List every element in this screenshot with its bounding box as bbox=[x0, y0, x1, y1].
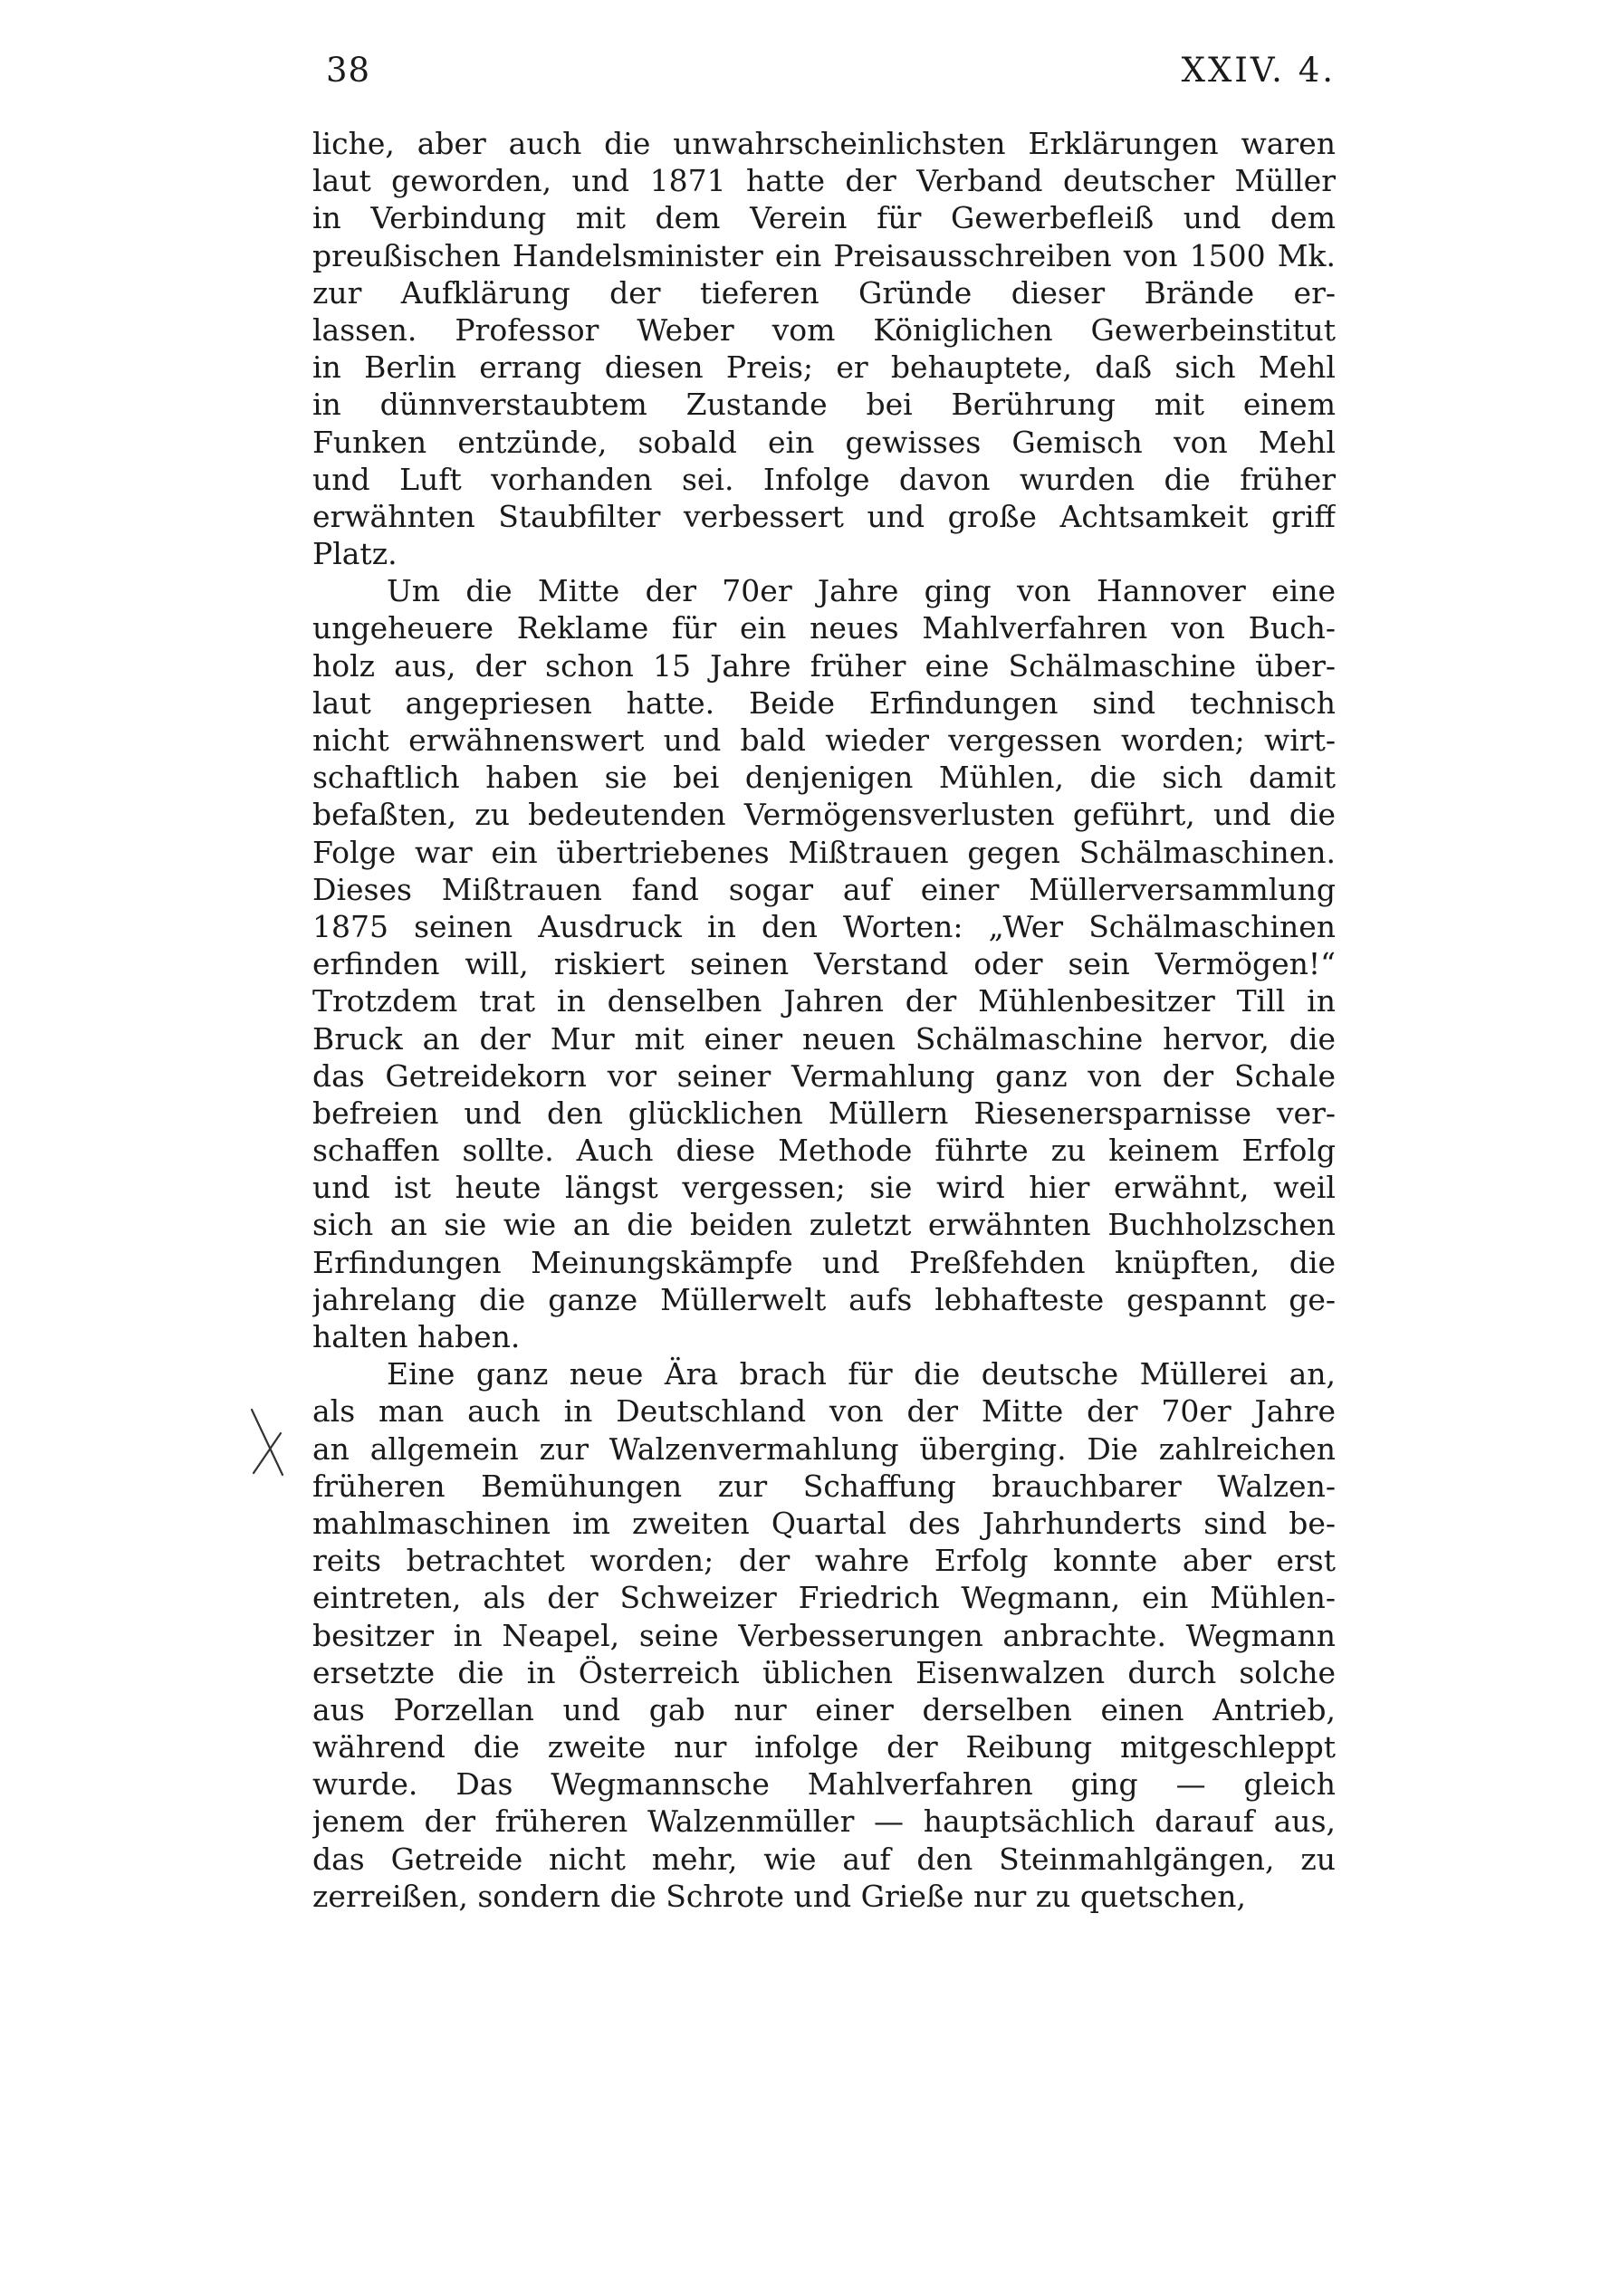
text-line: Folge war ein übertriebenes Mißtrauen gegen Schälmaschinen. bbox=[312, 834, 1336, 870]
text-line: Erfindungen Meinungskämpfe und Preßfehden knüpften, die bbox=[312, 1244, 1336, 1280]
text-line: erwähnten Staubfilter verbessert und große Achtsamkeit griff bbox=[312, 498, 1336, 534]
text-line: laut angepriesen hatte. Beide Erfindungen sind technisch bbox=[312, 684, 1336, 721]
text-line: preußischen Handelsminister ein Preisausschreiben von 1500 Mk. bbox=[312, 237, 1336, 273]
text-line: das Getreide nicht mehr, wie auf den Steinmahlgängen, zu bbox=[312, 1841, 1336, 1877]
page-number: 38 bbox=[326, 51, 371, 90]
text-line: reits betrachtet worden; der wahre Erfolg konnte aber erst bbox=[312, 1543, 1336, 1579]
text-line: laut geworden, und 1871 hatte der Verband deutscher Müller bbox=[312, 163, 1336, 199]
text-line: lassen. Professor Weber vom Königlichen Gewerbeinstitut bbox=[312, 311, 1336, 348]
text-line: befaßten, zu bedeutenden Vermögensverlusten geführt, und die bbox=[312, 797, 1336, 833]
paragraph bbox=[312, 572, 1336, 1355]
text-line: nicht erwähnenswert und bald wieder vergessen worden; wirt- bbox=[312, 722, 1336, 758]
text-line: schaftlich haben sie bei denjenigen Mühlen, die sich damit bbox=[312, 760, 1336, 796]
text-line: an allgemein zur Walzenvermahlung überging. Die zahlreichen bbox=[312, 1430, 1336, 1467]
text-line: 1875 seinen Ausdruck in den Worten: „Wer Schälmaschinen bbox=[312, 908, 1336, 944]
text-line: jenem der früheren Walzenmüller — hauptsächlich darauf aus, bbox=[312, 1803, 1336, 1840]
text-line: halten haben. bbox=[312, 1319, 521, 1354]
text-line: ungeheuere Reklame für ein neues Mahlverfahren von Buch- bbox=[312, 610, 1336, 646]
text-line: Platz. bbox=[312, 536, 398, 572]
text-line: zur Aufklärung der tieferen Gründe dieser Brände er- bbox=[312, 274, 1336, 311]
text-line: und ist heute längst vergessen; sie wird hier erwähnt, weil bbox=[312, 1170, 1336, 1206]
text-line: befreien und den glücklichen Müllern Riesenersparnisse ver- bbox=[312, 1095, 1336, 1131]
text-line: ersetzte die in Österreich üblichen Eisenwalzen durch solche bbox=[312, 1654, 1336, 1690]
section-reference: XXIV. 4. bbox=[1181, 51, 1336, 90]
text-line: als man auch in Deutschland von der Mitte der 70er Jahre bbox=[312, 1393, 1336, 1430]
paragraph bbox=[312, 125, 1336, 572]
text-line: besitzer in Neapel, seine Verbesserungen anbrachte. Wegmann bbox=[312, 1617, 1336, 1653]
body-text bbox=[312, 125, 1336, 1915]
paragraph bbox=[312, 1355, 1336, 1915]
text-line: früheren Bemühungen zur Schaffung brauchbarer Walzen- bbox=[312, 1468, 1336, 1504]
text-line: wurde. Das Wegmannsche Mahlverfahren ging — gleich bbox=[312, 1766, 1336, 1803]
text-line: während die zweite nur infolge der Reibung mitgeschleppt bbox=[312, 1729, 1336, 1765]
margin-cross-mark bbox=[246, 1406, 288, 1478]
text-line: liche, aber auch die unwahrscheinlichsten Erklärungen waren bbox=[312, 126, 1336, 161]
text-line: Funken entzünde, sobald ein gewisses Gemisch von Mehl bbox=[312, 424, 1336, 460]
text-line: Bruck an der Mur mit einer neuen Schälmaschine hervor, die bbox=[312, 1020, 1336, 1057]
text-line: Dieses Mißtrauen fand sogar auf einer Müllerversammlung bbox=[312, 871, 1336, 907]
text-line: eintreten, als der Schweizer Friedrich Wegmann, ein Mühlen- bbox=[312, 1580, 1336, 1616]
text-line: schaffen sollte. Auch diese Methode führte zu keinem Erfolg bbox=[312, 1133, 1336, 1169]
text-line: Eine ganz neue Ära brach für die deutsche Müllerei an, bbox=[387, 1356, 1336, 1392]
text-line: das Getreidekorn vor seiner Vermahlung ganz von der Schale bbox=[312, 1057, 1336, 1094]
text-line: und Luft vorhanden sei. Infolge davon wurden die früher bbox=[312, 461, 1336, 497]
text-line: sich an sie wie an die beiden zuletzt erwähnten Buchholzschen bbox=[312, 1207, 1336, 1243]
text-line: in Verbindung mit dem Verein für Gewerbefleiß und dem bbox=[312, 200, 1336, 236]
text-line: aus Porzellan und gab nur einer derselben einen Antrieb, bbox=[312, 1691, 1336, 1727]
page-header bbox=[312, 51, 1336, 96]
text-line: Um die Mitte der 70er Jahre ging von Hannover eine bbox=[387, 573, 1336, 609]
text-line: Trotzdem trat in denselben Jahren der Mühlenbesitzer Till in bbox=[312, 983, 1336, 1019]
text-line: jahrelang die ganze Müllerwelt aufs lebhafteste gespannt ge- bbox=[312, 1281, 1336, 1317]
text-line: zerreißen, sondern die Schrote und Grieße nur zu quetschen, bbox=[312, 1878, 1246, 1914]
text-line: in dünnverstaubtem Zustande bei Berührung mit einem bbox=[312, 387, 1336, 423]
text-line: holz aus, der schon 15 Jahre früher eine Schälmaschine über- bbox=[312, 647, 1336, 684]
text-line: erfinden will, riskiert seinen Verstand oder sein Vermögen!“ bbox=[312, 946, 1336, 982]
text-line: in Berlin errang diesen Preis; er behauptete, daß sich Mehl bbox=[312, 349, 1336, 386]
text-line: mahlmaschinen im zweiten Quartal des Jahrhunderts sind be- bbox=[312, 1505, 1336, 1541]
